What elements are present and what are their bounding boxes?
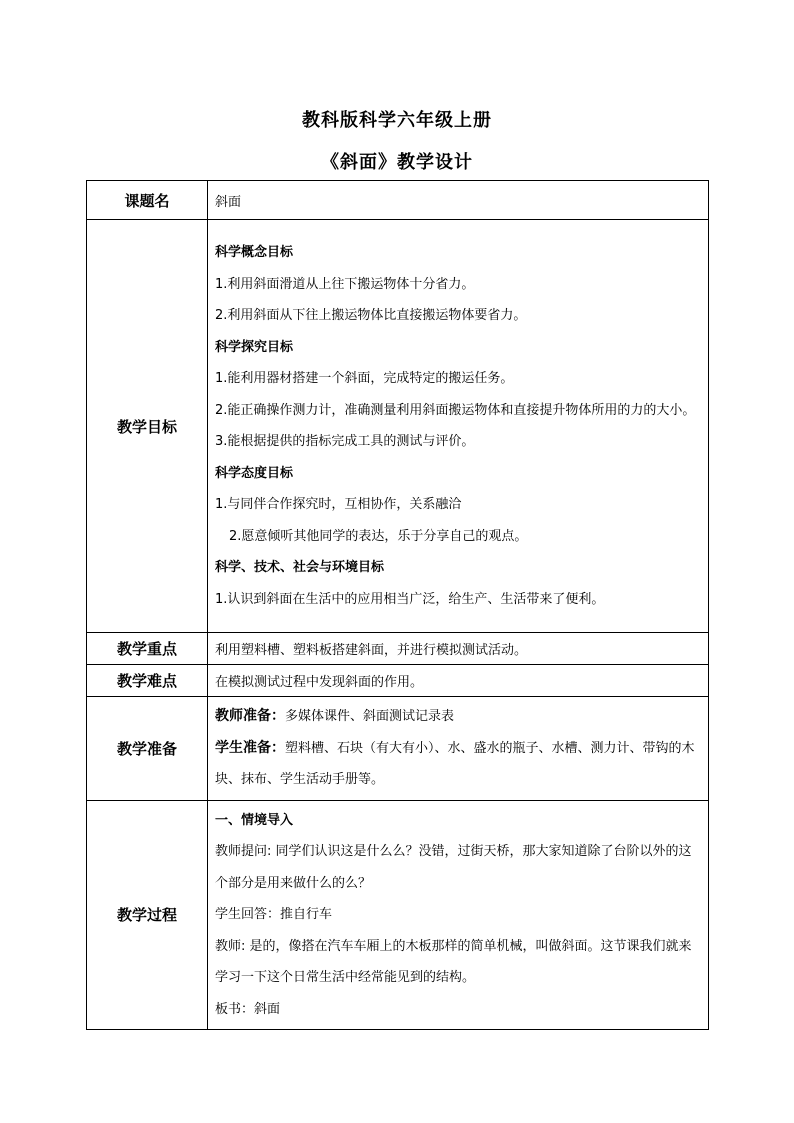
topic-label: 课题名: [87, 181, 208, 220]
student-preparation-value: 塑料槽、石块（有大有小）、水、盛水的瓶子、水槽、测力计、带钩的木块、抹布、学生活动手册等。: [215, 740, 695, 787]
process-paragraph-4: 板书：斜面: [215, 1001, 281, 1017]
table-row-key-points: [87, 633, 709, 665]
topic-text: 斜面: [215, 194, 242, 210]
lesson-plan-table: [86, 180, 709, 1030]
process-heading: 一、情境导入: [215, 812, 294, 828]
table-row-difficulties: [87, 665, 709, 697]
table-row-topic: [87, 181, 709, 220]
sts-goal-1: 1.认识到斜面在生活中的应用相当广泛，给生产、生活带来了便利。: [215, 591, 605, 607]
key-points-value: [208, 633, 709, 665]
attitude-goal-1: 1.与同伴合作探究时，互相协作，关系融洽: [215, 497, 462, 512]
key-points-label: 教学重点: [87, 633, 208, 665]
concept-goal-2: 2.利用斜面从下往上搬运物体比直接搬运物体要省力。: [215, 308, 527, 323]
table-row-process: [87, 800, 709, 1030]
process-content: [208, 800, 709, 1030]
difficulties-label: 教学难点: [87, 665, 208, 697]
attitude-goal-heading: 科学态度目标: [215, 465, 294, 481]
inquiry-goal-3: 3.能根据提供的指标完成工具的测试与评价。: [215, 434, 475, 449]
inquiry-goal-2: 2.能正确操作测力计，准确测量利用斜面搬运物体和直接提升物体所用的力的大小。: [215, 402, 696, 418]
student-preparation: [215, 733, 701, 796]
process-label: 教学过程: [87, 800, 208, 1030]
objectives-label: 教学目标: [87, 220, 208, 633]
process-paragraph-1: 教师提问: 同学们认识这是什么么？没错，过街天桥，那大家知道除了台阶以外的这个部分是用来做什么的么？: [215, 844, 692, 891]
objectives-content: [208, 220, 709, 633]
process-paragraph-3: 教师: 是的，像搭在汽车车厢上的木板那样的简单机械，叫做斜面。这节课我们就来学习一下这个日常生活中经常能见到的结构。: [215, 938, 692, 985]
inquiry-goal-1: 1.能利用器材搭建一个斜面，完成特定的搬运任务。: [215, 371, 514, 386]
concept-goal-heading: 科学概念目标: [215, 245, 294, 260]
document-title: 教科版科学六年级上册: [302, 110, 492, 131]
teacher-preparation: [215, 701, 701, 733]
student-preparation-label: 学生准备：: [215, 739, 285, 756]
sts-goal-heading: 科学、技术、社会与环境目标: [215, 560, 385, 575]
table-row-objectives: [87, 220, 709, 633]
teacher-preparation-value: 多媒体课件、斜面测试记录表: [285, 709, 455, 724]
difficulties-value: [208, 665, 709, 697]
document-subtitle: 《斜面》教学设计: [321, 152, 473, 173]
difficulties-text: 在模拟测试过程中发现斜面的作用。: [215, 675, 424, 690]
key-points-text: 利用塑料槽、塑料板搭建斜面，并进行模拟测试活动。: [215, 643, 528, 658]
topic-value: [208, 181, 709, 220]
attitude-goal-2: 2.愿意倾听其他同学的表达，乐于分享自己的观点。: [229, 528, 528, 544]
process-paragraph-2: 学生回答：推自行车: [215, 907, 333, 922]
teacher-preparation-label: 教师准备：: [215, 708, 285, 724]
concept-goal-1: 1.利用斜面滑道从上往下搬运物体十分省力。: [215, 276, 475, 292]
preparation-label: 教学准备: [87, 697, 208, 801]
inquiry-goal-heading: 科学探究目标: [215, 339, 294, 355]
preparation-content: [208, 697, 709, 801]
table-row-preparation: [87, 697, 709, 801]
